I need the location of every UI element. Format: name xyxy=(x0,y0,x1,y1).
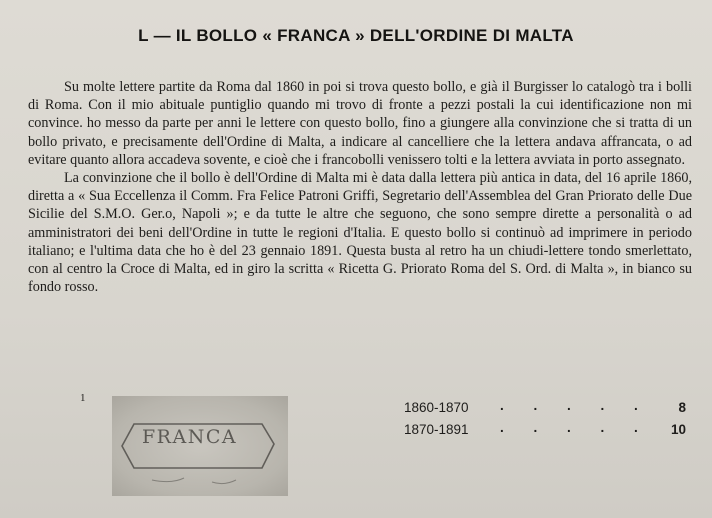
period-row xyxy=(404,400,690,422)
paragraph-1: Su molte lettere partite da Roma dal 1860 in poi si trova questo bollo, e già il Burgisser lo catalogò tra i bolli di Roma. Con il mio abituale puntiglio quando mi trovo di fronte a pezzi postali la cui identificazione non mi convince. ho messo da parte per anni le lettere con questo bollo, fino a giungere alla convinzione che si tratta di un bollo privato, e precisamente dell'Ordine di Malta, a indicare al cancelliere che la lettera andava affrancata, o ad evitare quanto allora accadeva sovente, e cioè che i francobolli venissero tolti e la lettera avviata in porto assegnato. xyxy=(28,79,692,168)
chapter-title: L — IL BOLLO « FRANCA » DELL'ORDINE DI MALTA xyxy=(138,26,574,45)
figure-number: 1 xyxy=(80,392,86,404)
paragraph-2: La convinzione che il bollo è dell'Ordine di Malta mi è data dalla lettera più antica in data, del 16 aprile 1860, diretta a « Sua Eccellenza il Comm. Fra Felice Patroni Griffi, Segretario dell'Assemblea del Gran Priorato delle Due Sicilie del S.M.O. Ger.o, Napoli »; e da tutte le altre che seguono, che sono sempre dirette a personalità o ad amministratori dei beni dell'Ordine in tutte le regioni d'Italia. E questo bollo si continuò ad imprimere in periodo italiano; e l'ultima data che ho è del 23 gennaio 1891. Questa busta al retro ha un chiudi-lettere tondo smerlettato, con al centro la Croce di Malta, ed in giro la scritta « Ricetta G. Priorato Roma del S. Ord. di Malta », in bianco su fondo rosso. xyxy=(28,170,692,296)
period-leader-dots: . . . . . xyxy=(500,398,651,413)
stamp-text: FRANCA xyxy=(142,426,238,448)
period-table xyxy=(404,400,690,444)
body-text xyxy=(28,78,692,296)
period-years: 1860-1870 xyxy=(404,400,469,415)
stamp-illustration xyxy=(112,396,288,496)
period-count: 8 xyxy=(678,400,686,415)
period-count: 10 xyxy=(670,422,686,437)
period-leader-dots: . . . . . xyxy=(500,420,651,435)
period-years: 1870-1891 xyxy=(404,422,469,437)
period-row xyxy=(404,422,690,444)
